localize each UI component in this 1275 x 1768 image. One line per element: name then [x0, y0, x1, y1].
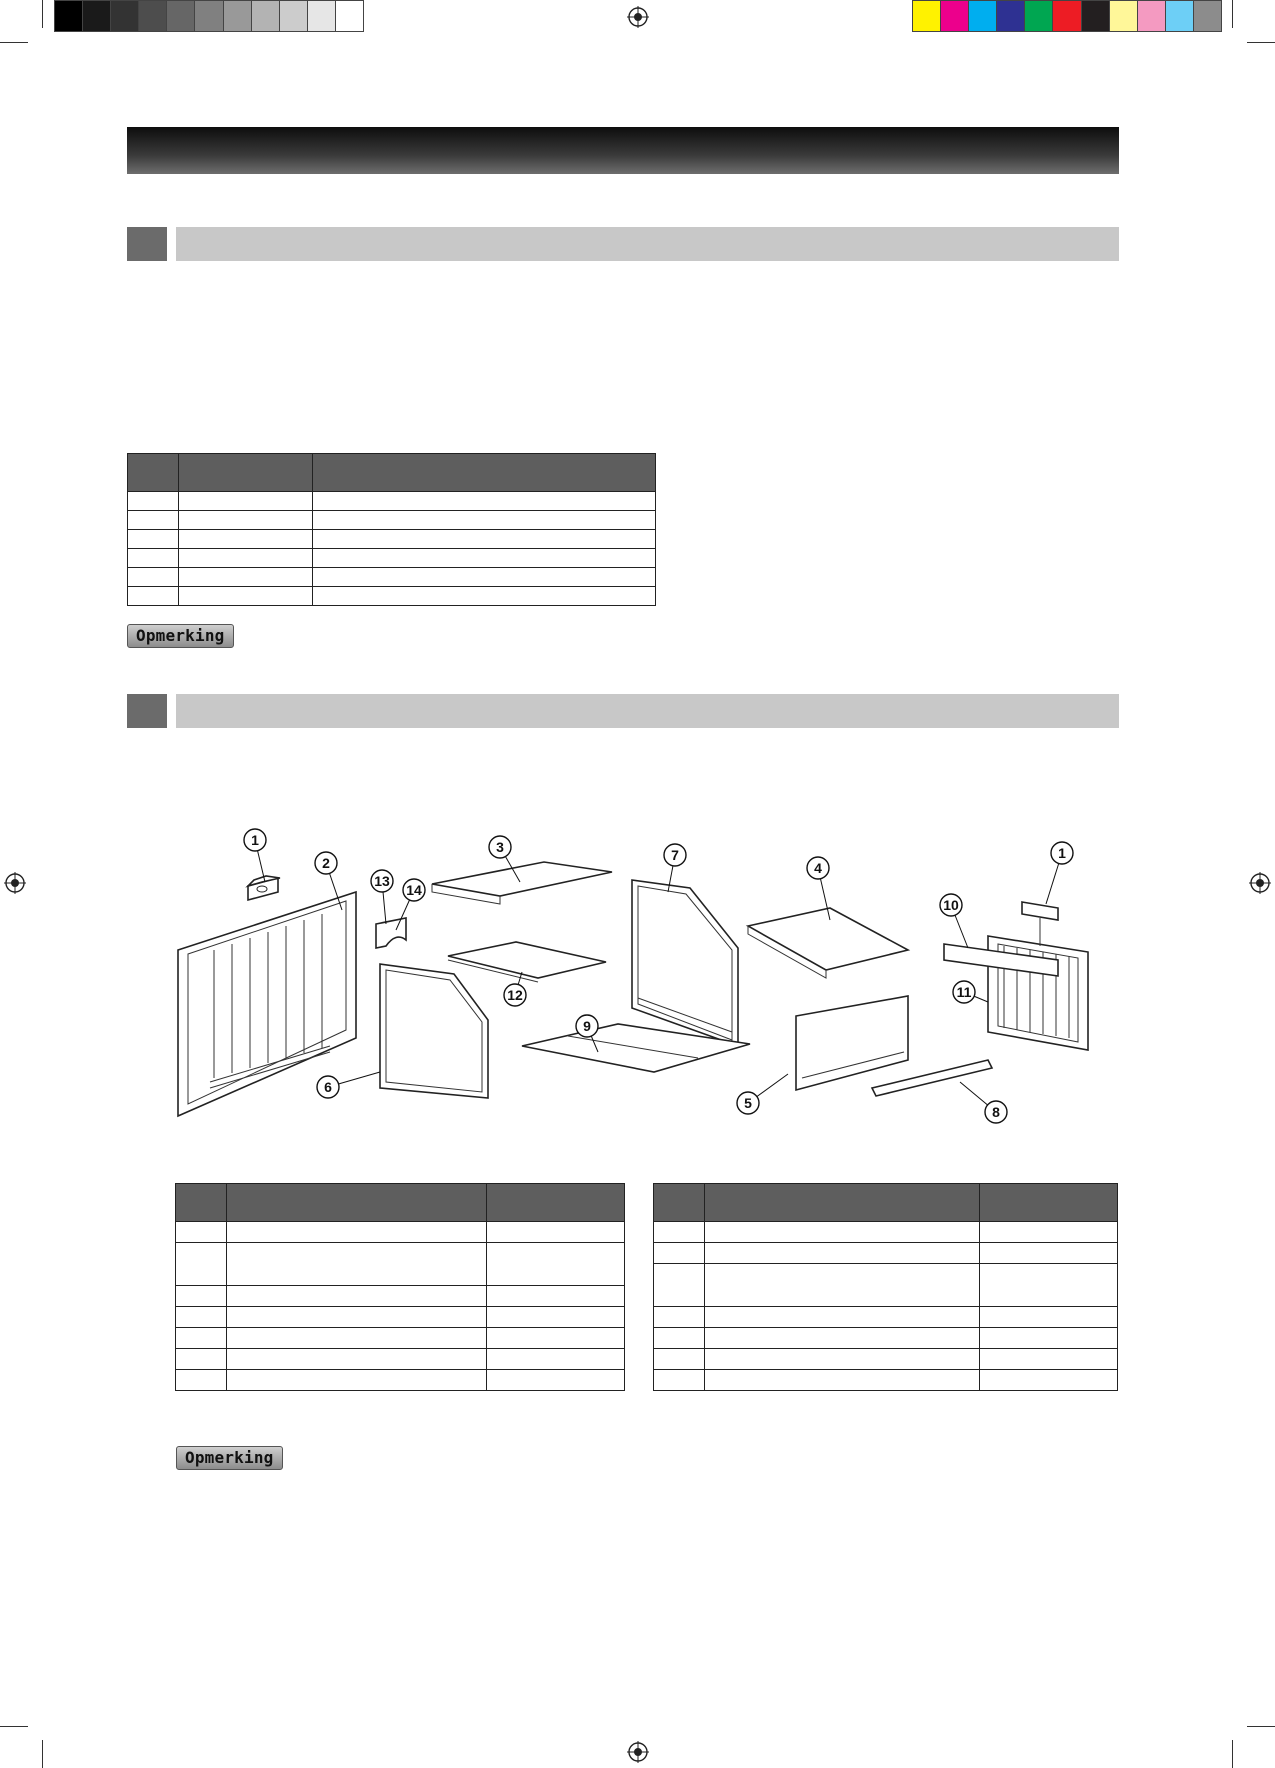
color-swatch — [1053, 1, 1081, 31]
page-header-bar — [127, 127, 1119, 174]
part-rail-12 — [448, 942, 606, 982]
section-1-number-box — [127, 227, 167, 261]
part-side-panel-right — [632, 880, 738, 1046]
table-cell — [980, 1264, 1118, 1307]
callout-number: 14 — [406, 882, 422, 898]
table-row — [654, 1243, 1118, 1264]
table-cell — [179, 587, 313, 606]
table-cell — [980, 1243, 1118, 1264]
table-cell — [128, 492, 179, 511]
table-row — [176, 1370, 625, 1391]
callout-number: 1 — [251, 832, 259, 848]
callout-bubble — [664, 844, 686, 866]
registration-target-bottom — [627, 1741, 649, 1763]
table-cell — [176, 1243, 227, 1286]
table-cell — [176, 1286, 227, 1307]
table-row — [128, 511, 656, 530]
table-cell — [128, 549, 179, 568]
crop-mark-top-left-h — [0, 42, 28, 43]
table-cell — [705, 1307, 980, 1328]
callout-number: 12 — [507, 987, 523, 1003]
table-row — [176, 1286, 625, 1307]
callout-number: 5 — [744, 1095, 752, 1111]
table-cell — [227, 1286, 487, 1307]
callout-number: 10 — [943, 897, 959, 913]
table-row — [128, 492, 656, 511]
table-cell — [128, 568, 179, 587]
callout-number: 2 — [322, 855, 330, 871]
table-cell — [980, 1222, 1118, 1243]
table-cell — [313, 530, 656, 549]
table-cell — [128, 530, 179, 549]
color-swatch — [224, 1, 252, 31]
table-cell — [313, 587, 656, 606]
table-cell — [176, 1328, 227, 1349]
table-cell — [487, 1222, 625, 1243]
callout-bubble — [403, 879, 425, 901]
part-top-cover — [748, 908, 908, 978]
color-swatch — [913, 1, 941, 31]
table-cell — [128, 511, 179, 530]
crop-mark-top-right-h — [1247, 42, 1275, 43]
registration-target-left — [4, 872, 26, 894]
table-header-cell — [313, 454, 656, 492]
table-cell — [128, 587, 179, 606]
callout-number: 1 — [1058, 845, 1066, 861]
table-cell — [227, 1307, 487, 1328]
table-cell — [654, 1349, 705, 1370]
callout-number: 8 — [992, 1104, 1000, 1120]
table-row — [128, 530, 656, 549]
callout-bubble — [315, 852, 337, 874]
table-cell — [705, 1349, 980, 1370]
note-badge-section-1: Opmerking — [127, 624, 234, 648]
callout-bubble — [953, 981, 975, 1003]
crop-mark-top-right-v — [1232, 0, 1233, 28]
table-row — [128, 568, 656, 587]
table-header-cell — [654, 1184, 705, 1222]
table-row — [654, 1328, 1118, 1349]
table-cell — [654, 1328, 705, 1349]
color-swatch — [1138, 1, 1166, 31]
table-cell — [705, 1328, 980, 1349]
color-swatch — [1110, 1, 1138, 31]
color-swatch — [1166, 1, 1194, 31]
table-header-cell — [227, 1184, 487, 1222]
table-cell — [654, 1222, 705, 1243]
callout-bubble — [1051, 842, 1073, 864]
registration-target-right — [1249, 872, 1271, 894]
table-row — [654, 1307, 1118, 1328]
part-side-panel-5 — [796, 996, 908, 1090]
table-cell — [487, 1370, 625, 1391]
table-cell — [980, 1307, 1118, 1328]
callout-bubble — [489, 836, 511, 858]
table-row — [176, 1243, 625, 1286]
table-cell — [705, 1264, 980, 1307]
table-row — [654, 1222, 1118, 1243]
table-cell — [705, 1222, 980, 1243]
color-swatch — [336, 1, 363, 31]
exploded-parts-diagram — [170, 820, 1130, 1160]
table-row — [128, 549, 656, 568]
color-swatch — [997, 1, 1025, 31]
table-cell — [487, 1243, 625, 1286]
table-cell — [227, 1243, 487, 1286]
callout-bubble — [737, 1092, 759, 1114]
table-cell — [179, 530, 313, 549]
section-2-number-box — [127, 694, 167, 728]
table-cell — [313, 568, 656, 587]
table-cell — [980, 1328, 1118, 1349]
table-header-cell — [128, 454, 179, 492]
table-cell — [654, 1370, 705, 1391]
color-swatch — [111, 1, 139, 31]
crop-mark-bottom-right-v — [1232, 1740, 1233, 1768]
table-header-cell — [176, 1184, 227, 1222]
table-row — [654, 1349, 1118, 1370]
table-row — [128, 587, 656, 606]
crop-mark-top-left-v — [42, 0, 43, 28]
callout-bubble — [317, 1076, 339, 1098]
color-swatch — [941, 1, 969, 31]
table-row — [654, 1370, 1118, 1391]
table-header-cell — [980, 1184, 1118, 1222]
table-cell — [487, 1349, 625, 1370]
table-cell — [227, 1370, 487, 1391]
table-cell — [705, 1243, 980, 1264]
callout-bubble — [371, 870, 393, 892]
section-1-table — [127, 453, 656, 606]
callout-bubble — [244, 829, 266, 851]
table-row — [176, 1349, 625, 1370]
color-swatch — [1025, 1, 1053, 31]
table-cell — [980, 1349, 1118, 1370]
registration-target-top — [627, 6, 649, 28]
callout-number: 11 — [956, 984, 972, 1000]
callout-number: 7 — [671, 847, 679, 863]
crop-mark-bottom-right-h — [1247, 1726, 1275, 1727]
part-side-panel-left — [380, 964, 488, 1098]
table-cell — [654, 1307, 705, 1328]
table-cell — [487, 1328, 625, 1349]
table-cell — [179, 568, 313, 587]
table-cell — [227, 1349, 487, 1370]
part-sheet-13-14 — [376, 918, 406, 948]
section-1-title-bar — [176, 227, 1119, 261]
part-top-plate — [432, 862, 612, 904]
crop-mark-bottom-left-h — [0, 1726, 28, 1727]
table-cell — [179, 549, 313, 568]
callout-number: 3 — [496, 839, 504, 855]
table-row — [654, 1264, 1118, 1307]
callout-bubble — [940, 894, 962, 916]
callout-bubble — [504, 984, 526, 1006]
process-color-bar — [912, 0, 1222, 32]
table-cell — [487, 1307, 625, 1328]
table-cell — [227, 1328, 487, 1349]
color-swatch — [308, 1, 336, 31]
color-swatch — [55, 1, 83, 31]
color-swatch — [252, 1, 280, 31]
callout-number: 13 — [374, 873, 390, 889]
table-row — [176, 1307, 625, 1328]
callout-number: 6 — [324, 1079, 332, 1095]
table-cell — [654, 1243, 705, 1264]
color-swatch — [195, 1, 223, 31]
callout-bubble — [985, 1101, 1007, 1123]
color-swatch — [1082, 1, 1110, 31]
color-swatch — [969, 1, 997, 31]
note-badge-section-2: Opmerking — [176, 1446, 283, 1470]
table-cell — [313, 511, 656, 530]
table-cell — [980, 1370, 1118, 1391]
table-cell — [176, 1370, 227, 1391]
callout-number: 9 — [583, 1018, 591, 1034]
color-swatch — [83, 1, 111, 31]
color-swatch — [280, 1, 308, 31]
table-cell — [176, 1222, 227, 1243]
table-cell — [313, 492, 656, 511]
callout-bubble — [807, 857, 829, 879]
table-cell — [179, 492, 313, 511]
table-cell — [313, 549, 656, 568]
grayscale-color-bar — [54, 0, 364, 32]
table-cell — [487, 1286, 625, 1307]
table-header-cell — [705, 1184, 980, 1222]
table-cell — [705, 1370, 980, 1391]
color-swatch — [167, 1, 195, 31]
table-cell — [654, 1264, 705, 1307]
table-cell — [227, 1222, 487, 1243]
callout-number: 4 — [814, 860, 822, 876]
table-row — [176, 1328, 625, 1349]
color-swatch — [139, 1, 167, 31]
table-cell — [176, 1307, 227, 1328]
table-cell — [176, 1349, 227, 1370]
crop-mark-bottom-left-v — [42, 1740, 43, 1768]
parts-table-right — [653, 1183, 1118, 1391]
parts-table-left — [175, 1183, 625, 1391]
callout-bubble — [576, 1015, 598, 1037]
table-row — [176, 1222, 625, 1243]
color-swatch — [1194, 1, 1221, 31]
part-motor-right — [1022, 902, 1058, 946]
table-header-cell — [179, 454, 313, 492]
section-2-title-bar — [176, 694, 1119, 728]
table-cell — [179, 511, 313, 530]
table-header-cell — [487, 1184, 625, 1222]
